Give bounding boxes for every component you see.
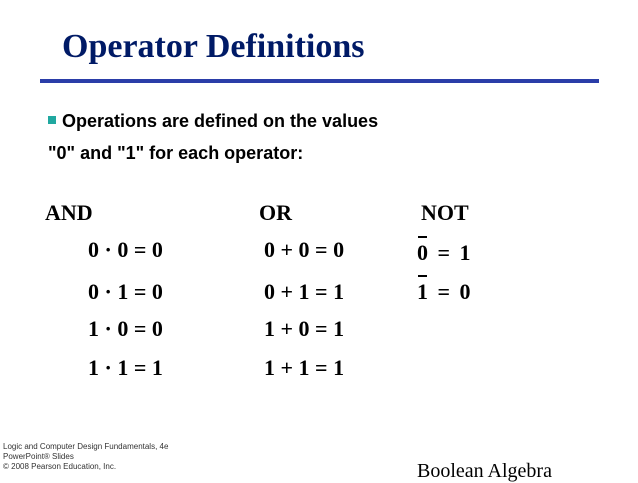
and-row: 1 · 0 = 0 bbox=[88, 316, 163, 341]
and-row: 0 · 0 = 0 bbox=[88, 237, 163, 262]
not-equals: = bbox=[437, 279, 451, 304]
and-row: 1 · 1 = 1 bbox=[88, 355, 163, 380]
or-row: 1 + 1 = 1 bbox=[264, 355, 345, 380]
footer-section-name: Boolean Algebra bbox=[417, 460, 552, 482]
footer-book-title: Logic and Computer Design Fundamentals, 4e bbox=[3, 442, 169, 451]
not-header: NOT bbox=[421, 200, 469, 225]
and-row: 0 · 1 = 0 bbox=[88, 279, 163, 304]
footer-slides: PowerPoint® Slides bbox=[3, 452, 74, 461]
or-header: OR bbox=[259, 200, 292, 225]
bullet-square-icon bbox=[48, 116, 56, 124]
not-row bbox=[417, 240, 471, 266]
or-row: 1 + 0 = 1 bbox=[264, 316, 345, 341]
not-equals: = bbox=[437, 240, 451, 265]
not-operand: 1 bbox=[417, 279, 428, 304]
not-operand: 0 bbox=[417, 240, 428, 265]
slide-title: Operator Definitions bbox=[62, 28, 365, 65]
not-result: 1 bbox=[459, 240, 471, 265]
bullet-text: Operations are defined on the values bbox=[62, 111, 379, 131]
not-row bbox=[417, 279, 471, 305]
or-row: 0 + 1 = 1 bbox=[264, 279, 345, 304]
title-underline bbox=[40, 79, 599, 83]
and-header: AND bbox=[45, 200, 93, 225]
not-result: 0 bbox=[459, 279, 471, 304]
bullet-item bbox=[40, 111, 378, 132]
or-row: 0 + 0 = 0 bbox=[264, 237, 345, 262]
footer-copyright: © 2008 Pearson Education, Inc. bbox=[3, 462, 117, 471]
bullet-continuation: "0" and "1" for each operator: bbox=[48, 143, 304, 163]
